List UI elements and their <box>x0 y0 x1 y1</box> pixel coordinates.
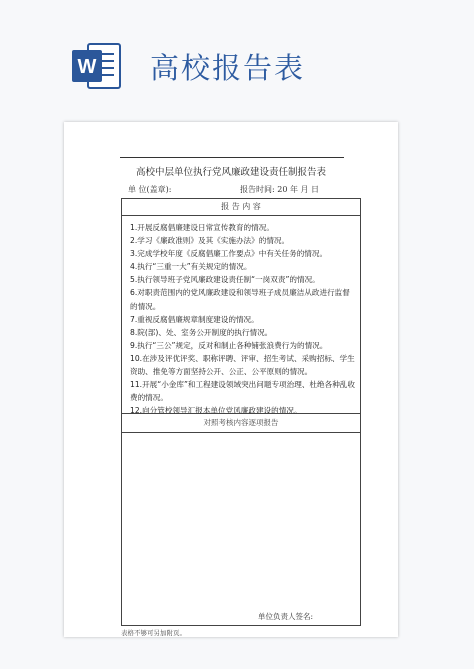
list-item: 11.开展“小金库”和工程建设领域突出问题专项治理、杜绝各种乱收费的情况。 <box>130 380 355 403</box>
page-title: 高校报告表 <box>150 51 306 85</box>
report-table <box>121 198 361 626</box>
unit-line <box>128 184 358 195</box>
list-item: 8.院(部)、处、室务公开制度的执行情况。 <box>130 327 273 337</box>
word-document-icon <box>70 40 122 92</box>
date-label: 报告时间: 20 年 月 日 <box>240 185 320 194</box>
signature-label: 单位负责人签名: <box>258 612 314 621</box>
list-item: 7.重视反腐倡廉规章制度建设的情况。 <box>130 314 259 324</box>
unit-label: 单 位(盖章): <box>128 185 172 194</box>
list-item: 12.向分管校领导汇报本单位党风廉政建设的情况。 <box>130 406 302 416</box>
logo-letter: W <box>77 56 97 78</box>
footnote: 表格不够可另加附页。 <box>121 629 186 637</box>
list-item: 3.完成学校年度《反腐倡廉工作要点》中有关任务的情况。 <box>130 249 328 259</box>
list-item: 9.执行“三公”规定，反对和制止各种铺张浪费行为的情况。 <box>130 340 328 350</box>
list-item: 5.执行领导班子党风廉政建设责任制“一岗双责”的情况。 <box>130 275 320 285</box>
compare-header: 对照考核内容逐项报告 <box>122 413 360 433</box>
list-item: 6.对职责范围内的党风廉政建设和领导班子成员廉洁从政进行监督的情况。 <box>130 288 350 311</box>
title-rule <box>120 157 344 158</box>
list-item: 1.开展反腐倡廉建设日常宣传教育的情况。 <box>130 223 274 232</box>
report-items <box>130 221 356 417</box>
page-header <box>0 0 474 120</box>
list-item: 4.执行“三重一大”有关规定的情况。 <box>130 262 252 272</box>
section-header: 报 告 内 容 <box>122 199 360 216</box>
document-sheet <box>64 122 398 637</box>
document-title: 高校中层单位执行党风廉政建设责任制报告表 <box>135 167 326 178</box>
list-item: 2.学习《廉政准则》及其《实施办法》的情况。 <box>130 236 290 246</box>
list-item: 10.在涉及评优评奖、职称评聘、评审、招生考试、采购招标、学生资助、推免等方面坚持公开、公正、公平原则的情况。 <box>130 353 355 377</box>
